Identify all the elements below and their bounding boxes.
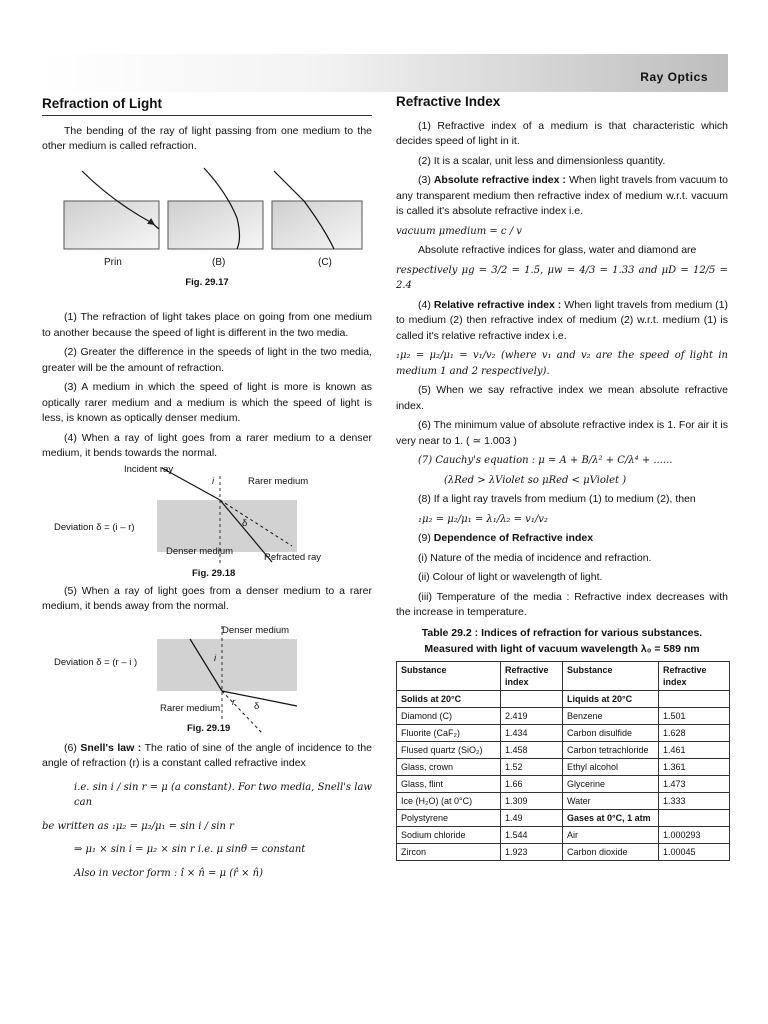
table-cell: 1.923 — [501, 843, 563, 860]
table-row — [397, 707, 730, 724]
table-cell: Air — [563, 826, 659, 843]
table-cell: 1.66 — [501, 775, 563, 792]
ri-paragraph-3 — [396, 173, 728, 220]
section-heading-refraction: Refraction of Light — [42, 96, 372, 116]
table-title — [396, 625, 728, 657]
table-cell — [659, 809, 730, 826]
table-row — [397, 809, 730, 826]
figure-29-17 — [42, 163, 372, 273]
fig18-i-label: i — [212, 475, 215, 487]
table-cell: 1.461 — [659, 741, 730, 758]
ri-paragraph-9 — [396, 531, 728, 547]
table-cell: 1.458 — [501, 741, 563, 758]
table-cell: Diamond (C) — [397, 707, 501, 724]
table-cell — [501, 690, 563, 707]
table-cell: Glass, flint — [397, 775, 501, 792]
header-band — [40, 54, 728, 92]
table-header: Substance — [397, 661, 501, 690]
r9-item-i: (i) Nature of the media of incidence and refraction. — [418, 551, 652, 564]
table-row — [397, 724, 730, 741]
right-column — [396, 94, 728, 861]
fig18-incident-label: Incident ray — [124, 463, 174, 475]
table-header: Substance — [563, 661, 659, 690]
ri-cauchy-note: (λRed > λViolet so μRed < μViolet ) — [444, 474, 627, 486]
fig19-i-label: i — [214, 652, 217, 664]
fig18-refracted-label: Refracted ray — [264, 551, 322, 563]
table-cell: Benzene — [563, 707, 659, 724]
table-cell: 1.00045 — [659, 843, 730, 860]
table-row — [397, 690, 730, 707]
r3-values: respectively μg = 3/2 = 1.5, μw = 4/3 = 1.33 and μD = 12/5 = 2.4 — [396, 264, 728, 291]
figure-29-18 — [42, 463, 372, 584]
table-cell: 1.309 — [501, 792, 563, 809]
paragraph-6 — [42, 741, 372, 772]
table-cell: Carbon tetrachloride — [563, 741, 659, 758]
p6-text: The ratio of sine of the angle of incidence to the angle of refraction (r) is a constant called refractive index — [42, 741, 372, 769]
table-cell: Glass, crown — [397, 758, 501, 775]
table-row — [397, 792, 730, 809]
table-cell: 1.000293 — [659, 826, 730, 843]
paragraph-2: (2) Greater the difference in the speeds of light in the two media, greater will be the amount of refraction. — [42, 346, 372, 374]
chapter-title: Ray Optics — [640, 70, 708, 84]
fig17-label-a: Prin — [104, 256, 122, 268]
p6-lead: (6) — [64, 741, 77, 754]
ri-paragraph-2: (2) It is a scalar, unit less and dimensionless quantity. — [418, 154, 666, 167]
table-cell: 1.361 — [659, 758, 730, 775]
p6-label: Snell's law : — [80, 741, 142, 754]
table-header: Refractive index — [501, 661, 563, 690]
table-cell: 1.333 — [659, 792, 730, 809]
r9-lead: (9) — [418, 532, 431, 544]
table-cell: 1.501 — [659, 707, 730, 724]
fig18-caption: Fig. 29.18 — [192, 567, 236, 579]
table-title-line-1: Table 29.2 : Indices of refraction for various substances. — [421, 626, 703, 639]
ri-paragraph-7: (7) Cauchy's equation : μ = A + B/λ² + C/λ⁴ + ...... — [418, 455, 673, 466]
table-cell — [659, 690, 730, 707]
r3-text: When light travels from vacuum to any transparent medium then refractive index of medium w.r.t. vacuum is called it's absolute refractive index i.e. — [396, 174, 729, 217]
table-row — [397, 758, 730, 775]
fig17-label-b: (B) — [212, 256, 226, 268]
table-header: Refractive index — [659, 661, 730, 690]
table-row — [397, 826, 730, 843]
table-row — [397, 843, 730, 860]
fig19-r-label: r — [232, 696, 236, 708]
r4-lead: (4) — [418, 298, 431, 311]
ri-paragraph-5: (5) When we say refractive index we mean absolute refractive index. — [396, 384, 728, 412]
r4-text: When light travels from medium (1) to medium (2) then refractive index of medium (2) w.r.t. medium (1) is called it's relative refractive index i.e. — [396, 298, 729, 342]
table-cell: Liquids at 20°C — [563, 690, 659, 707]
table-cell: Glycerine — [563, 775, 659, 792]
table-cell: Solids at 20°C — [397, 690, 501, 707]
snell-eq-4: Also in vector form : î × n̂ = μ (r̂ × n̂) — [74, 867, 263, 879]
figure-29-19 — [42, 621, 372, 741]
r4-equation: ₁μ₂ = μ₂/μ₁ = v₁/v₂ (where v₁ and v₂ are the speed of light in medium 1 and 2 respectively). — [396, 350, 728, 377]
r4-label: Relative refractive index : — [433, 298, 562, 311]
table-cell: Carbon disulfide — [563, 724, 659, 741]
r9-item-ii: (ii) Colour of light or wavelength of light. — [418, 571, 603, 583]
r3-equation: vacuum μmedium = c / v — [396, 225, 522, 237]
table-row — [397, 775, 730, 792]
paragraph-5: (5) When a ray of light goes from a denser medium to a rarer medium, it bends away from the normal. — [42, 584, 372, 612]
refraction-table — [396, 661, 730, 861]
r3-absolute: Absolute refractive indices for glass, water and diamond are — [418, 244, 697, 256]
r3-label: Absolute refractive index : — [433, 174, 566, 186]
fig19-rarer-label: Rarer medium — [160, 702, 221, 714]
paragraph-1: (1) The refraction of light takes place on going from one medium to another because the speed of light is different in the two media. — [42, 311, 372, 339]
fig18-delta-label: δ — [242, 517, 248, 529]
table-cell: Ice (H₂O) (at 0°C) — [397, 792, 501, 809]
fig19-caption: Fig. 29.19 — [187, 722, 231, 734]
table-cell: Gases at 0°C, 1 atm — [563, 809, 659, 826]
table-cell: Zircon — [397, 843, 501, 860]
ri-paragraph-1: (1) Refractive index of a medium is that characteristic which decides speed of light in it. — [396, 119, 728, 147]
table-cell: 1.434 — [501, 724, 563, 741]
table-cell: Carbon dioxide — [563, 843, 659, 860]
r8-equation: ₁μ₂ = μ₂/μ₁ = λ₁/λ₂ = v₁/v₂ — [418, 513, 548, 525]
table-cell: Ethyl alcohol — [563, 758, 659, 775]
table-cell: 2.419 — [501, 707, 563, 724]
section-heading-refractive-index: Refractive Index — [396, 94, 501, 109]
table-cell: Water — [563, 792, 659, 809]
snell-eq-1: i.e. sin i / sin r = μ (a constant). For two media, Snell's law can — [74, 781, 372, 808]
intro-paragraph: The bending of the ray of light passing from one medium to the other medium is called refraction. — [42, 124, 372, 152]
table-header-row — [397, 661, 730, 690]
table-cell: Sodium chloride — [397, 826, 501, 843]
paragraph-3: (3) A medium in which the speed of light is more is known as optically rarer medium and a medium is which the speed of light is less, is known as optically denser medium. — [42, 381, 372, 424]
table-cell: 1.49 — [501, 809, 563, 826]
table-row — [397, 741, 730, 758]
paragraph-4: (4) When a ray of light goes from a rarer medium to a denser medium, it bends towards the normal. — [42, 431, 372, 459]
table-cell: 1.52 — [501, 758, 563, 775]
table-cell: Polystyrene — [397, 809, 501, 826]
fig17-label-c: (C) — [318, 256, 332, 268]
table-cell: Fluorite (CaF₂) — [397, 724, 501, 741]
r9-item-iii: (iii) Temperature of the media : Refractive index decreases with the increase in temperature. — [396, 590, 728, 618]
left-column — [42, 96, 372, 885]
fig18-denser-label: Denser medium — [166, 545, 234, 557]
fig18-deviation-label: Deviation δ = (i – r) — [54, 521, 135, 533]
r3-lead: (3) — [418, 174, 431, 186]
table-cell: 1.544 — [501, 826, 563, 843]
table-cell: Flused quartz (SiO₂) — [397, 741, 501, 758]
table-cell: 1.473 — [659, 775, 730, 792]
snell-eq-3: ⇒ μ₁ × sin i = μ₂ × sin r i.e. μ sinθ = constant — [74, 844, 306, 855]
fig18-rarer-label: Rarer medium — [248, 475, 309, 487]
fig19-deviation-label: Deviation δ = (r – i ) — [54, 656, 138, 668]
fig19-denser-label: Denser medium — [222, 624, 290, 636]
table-cell: 1.628 — [659, 724, 730, 741]
ri-paragraph-4 — [396, 298, 728, 345]
fig19-delta-label: δ — [254, 700, 260, 712]
ri-paragraph-8: (8) If a light ray travels from medium (1) to medium (2), then — [418, 493, 696, 505]
snell-eq-2: be written as ₁μ₂ = μ₂/μ₁ = sin i / sin r — [42, 820, 234, 832]
r9-label: Dependence of Refractive index — [433, 532, 594, 544]
ri-paragraph-6: (6) The minimum value of absolute refractive index is 1. For air it is very near to 1. ( ≃ 1.003 ) — [396, 419, 728, 447]
table-title-line-2: Measured with light of vacuum wavelength λ₀ = 589 nm — [424, 642, 700, 655]
fig17-caption: Fig. 29.17 — [185, 276, 229, 288]
